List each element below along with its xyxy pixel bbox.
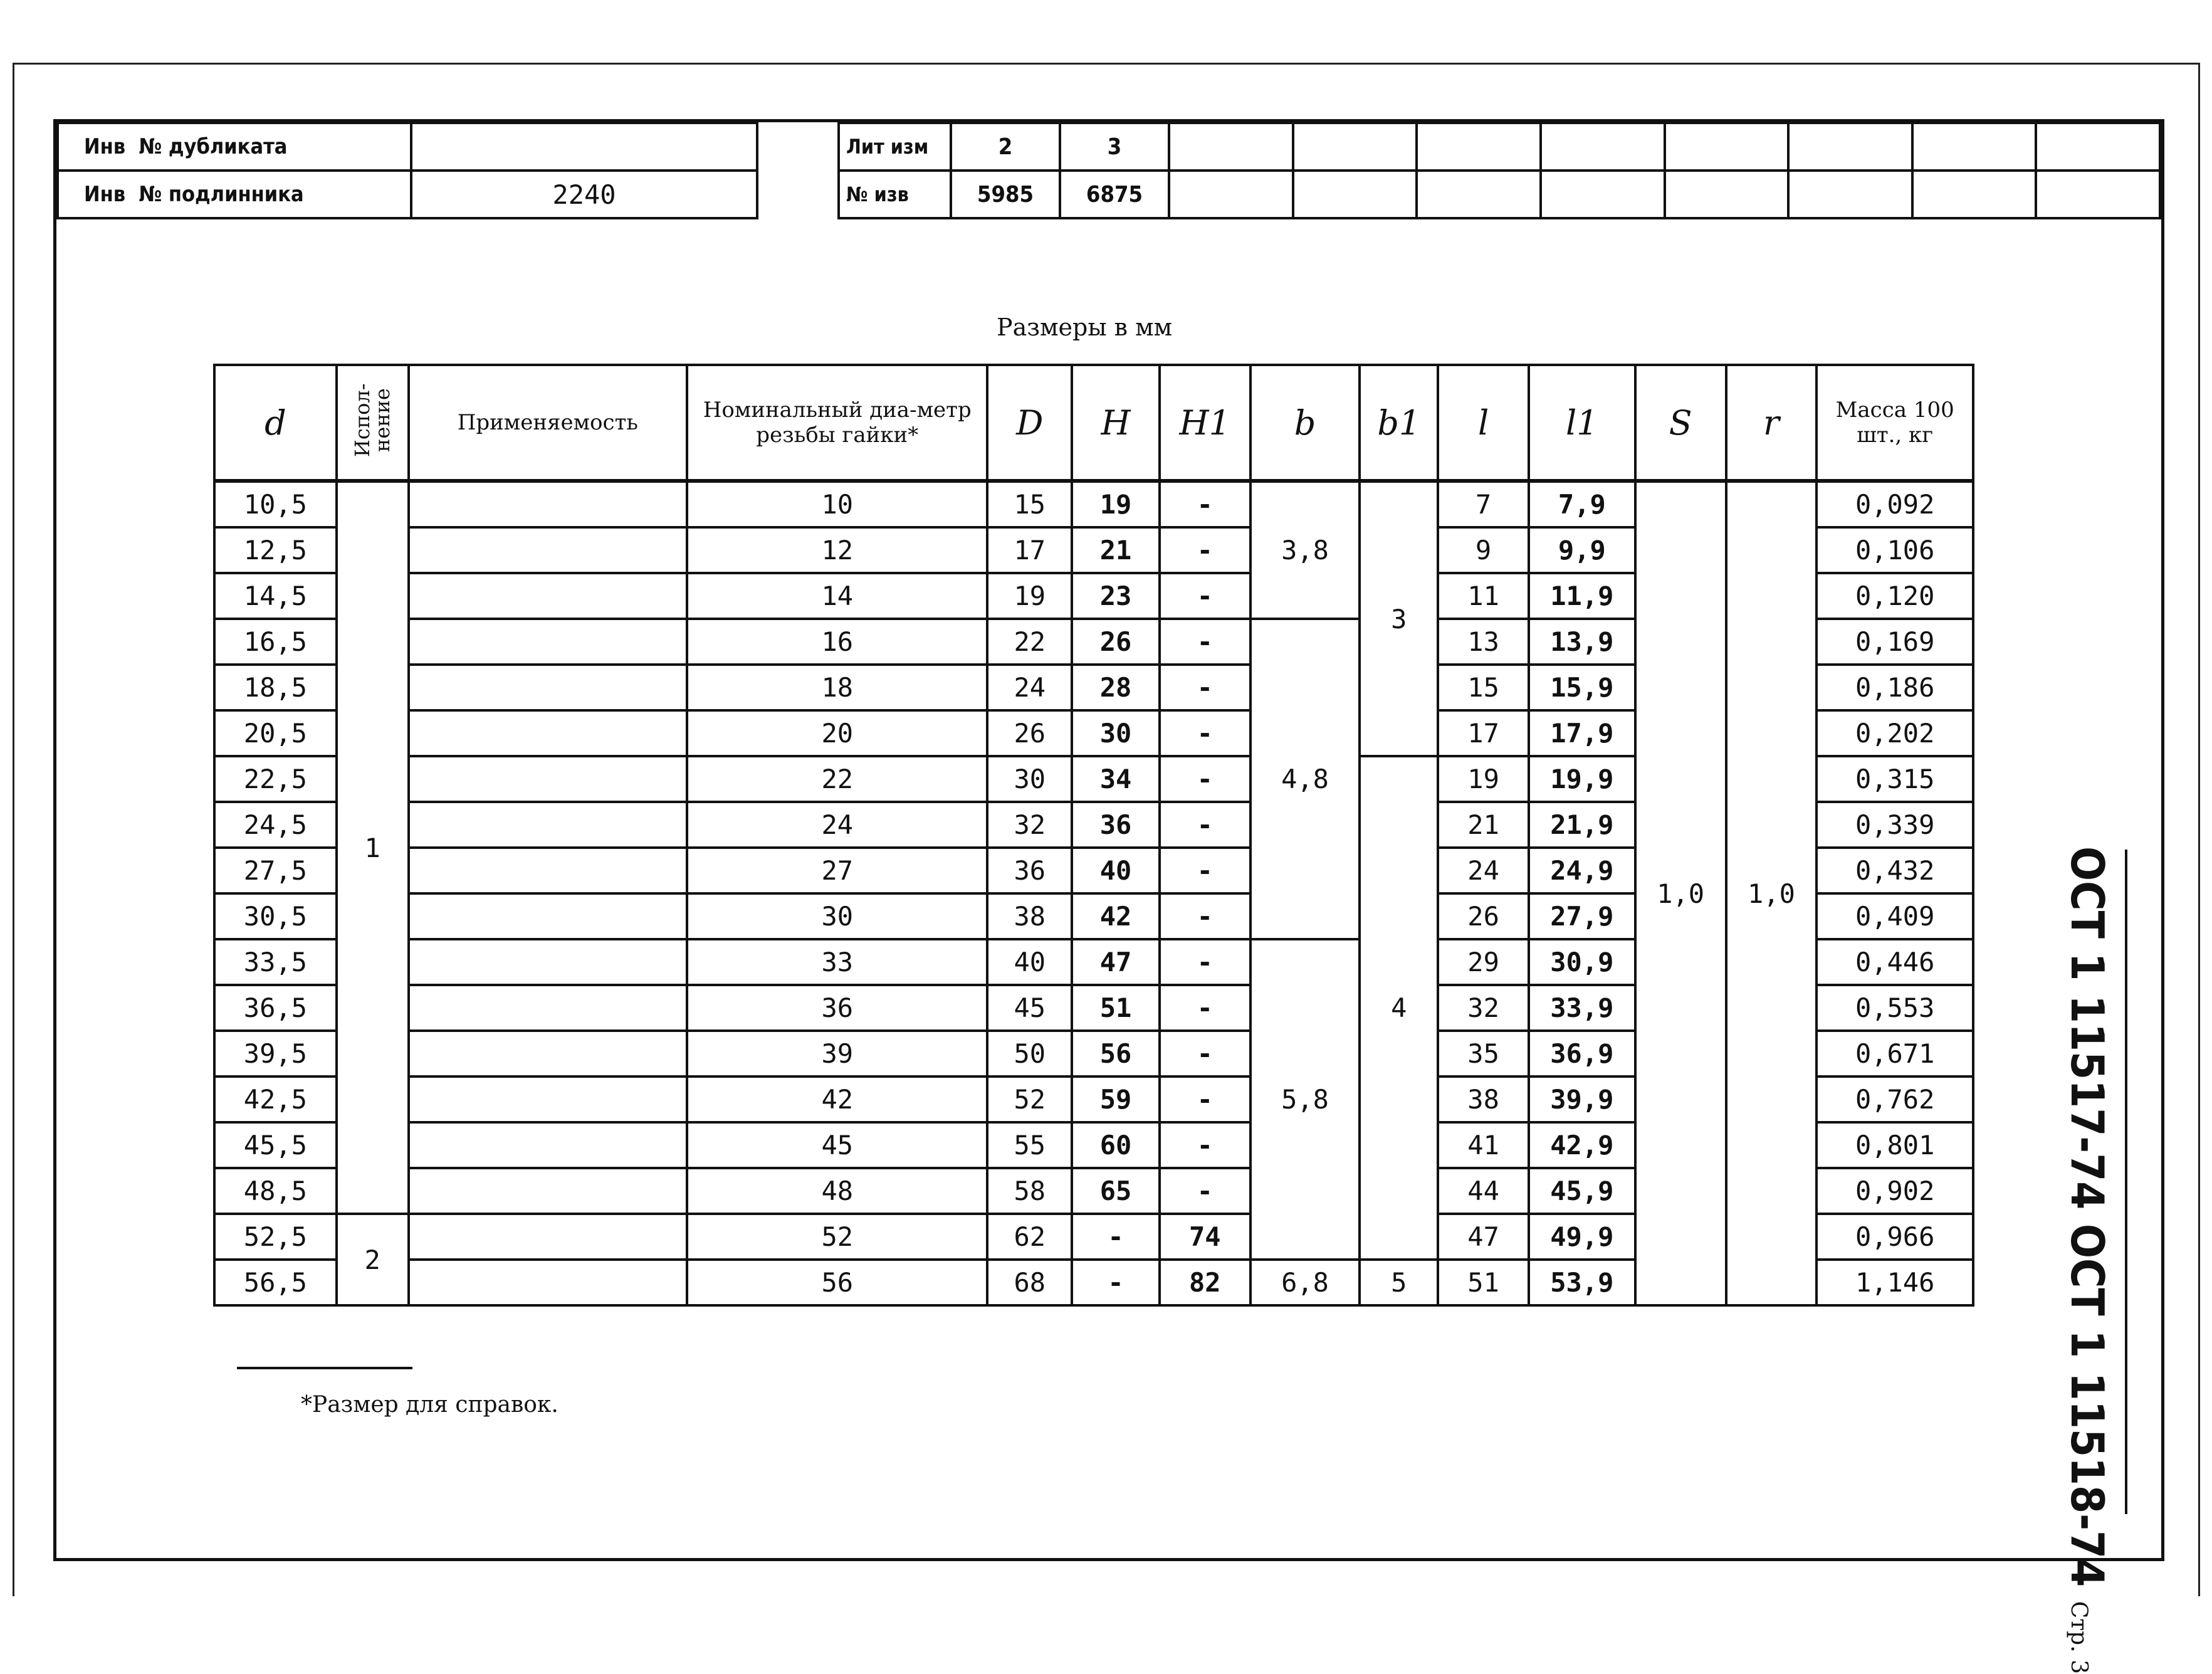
cell-l1: 9,9 (1529, 527, 1635, 573)
cell-H1: - (1160, 985, 1250, 1031)
cell-primenyaemost (409, 939, 688, 985)
header-ispolnenie (337, 365, 409, 481)
cell-nominal: 56 (687, 1260, 987, 1305)
cell-H1: - (1160, 527, 1250, 573)
cell-mass: 0,186 (1816, 665, 1973, 710)
cell-d: 24,5 (214, 802, 337, 848)
cell-b: 5,8 (1250, 939, 1360, 1260)
orig-label: Инв № подлинника (58, 171, 411, 218)
units-caption: Размеры в мм (997, 313, 1173, 341)
cell-d: 48,5 (214, 1168, 337, 1214)
cell-nominal: 33 (687, 939, 987, 985)
cell-H1: - (1160, 665, 1250, 710)
cell-d: 30,5 (214, 893, 337, 939)
cell-H: 34 (1072, 756, 1160, 802)
cell-mass: 0,671 (1816, 1031, 1973, 1077)
cell-primenyaemost (409, 1031, 688, 1077)
cell-D: 38 (987, 893, 1072, 939)
dup-label: Инв № дубликата (58, 123, 411, 171)
cell-H: 21 (1072, 527, 1160, 573)
cell-H1: - (1160, 710, 1250, 756)
cell-H: 59 (1072, 1077, 1160, 1122)
cell-d: 56,5 (214, 1260, 337, 1305)
cell-mass: 0,106 (1816, 527, 1973, 573)
cell-d: 45,5 (214, 1122, 337, 1168)
header-l1: l1 (1529, 365, 1635, 481)
cell-H: 30 (1072, 710, 1160, 756)
cell-mass: 0,092 (1816, 481, 1973, 527)
cell-mass: 0,432 (1816, 848, 1973, 893)
cell-H: 65 (1072, 1168, 1160, 1214)
cell-l1: 15,9 (1529, 665, 1635, 710)
stamp-cell (1417, 123, 1541, 171)
cell-D: 50 (987, 1031, 1072, 1077)
orig-value: 2240 (411, 171, 757, 218)
cell-mass: 0,169 (1816, 619, 1973, 665)
cell-l1: 45,9 (1529, 1168, 1635, 1214)
cell-mass: 0,202 (1816, 710, 1973, 756)
cell-D: 68 (987, 1260, 1072, 1305)
cell-d: 18,5 (214, 665, 337, 710)
cell-primenyaemost (409, 1077, 688, 1122)
cell-nominal: 22 (687, 756, 987, 802)
cell-d: 10,5 (214, 481, 337, 527)
cell-mass: 0,902 (1816, 1168, 1973, 1214)
table-row (214, 481, 1973, 527)
cell-l: 32 (1438, 985, 1529, 1031)
header-S: S (1635, 365, 1726, 481)
cell-l1: 36,9 (1529, 1031, 1635, 1077)
cell-ispolnenie: 2 (337, 1214, 409, 1305)
cell-nominal: 27 (687, 848, 987, 893)
cell-r: 1,0 (1726, 481, 1817, 1305)
header-mass: Масса 100 шт., кг (1816, 365, 1973, 481)
document-code (2061, 846, 2119, 1674)
cell-mass: 0,801 (1816, 1122, 1973, 1168)
lit-value-1: 2 (951, 123, 1060, 171)
stamp-cell (1665, 123, 1789, 171)
cell-nominal: 42 (687, 1077, 987, 1122)
page-label: Стр. 3 (2066, 1601, 2092, 1674)
cell-l: 7 (1438, 481, 1529, 527)
lit-value-2: 3 (1060, 123, 1169, 171)
cell-H: 36 (1072, 802, 1160, 848)
cell-d: 12,5 (214, 527, 337, 573)
cell-H: - (1072, 1260, 1160, 1305)
cell-H1: - (1160, 573, 1250, 619)
cell-nominal: 36 (687, 985, 987, 1031)
cell-D: 58 (987, 1168, 1072, 1214)
cell-mass: 0,966 (1816, 1214, 1973, 1260)
cell-H: - (1072, 1214, 1160, 1260)
cell-primenyaemost (409, 573, 688, 619)
stamp-cell (1293, 123, 1417, 171)
cell-nominal: 10 (687, 481, 987, 527)
stamp-cell (1417, 171, 1541, 218)
inventory-stamp (56, 122, 758, 219)
cell-d: 39,5 (214, 1031, 337, 1077)
cell-mass: 0,446 (1816, 939, 1973, 985)
cell-D: 45 (987, 985, 1072, 1031)
cell-l1: 13,9 (1529, 619, 1635, 665)
cell-H: 51 (1072, 985, 1160, 1031)
cell-l1: 24,9 (1529, 848, 1635, 893)
cell-d: 33,5 (214, 939, 337, 985)
cell-b: 4,8 (1250, 619, 1360, 939)
cell-primenyaemost (409, 802, 688, 848)
cell-l: 51 (1438, 1260, 1529, 1305)
izv-value-1: 5985 (951, 171, 1060, 218)
cell-l1: 17,9 (1529, 710, 1635, 756)
cell-d: 20,5 (214, 710, 337, 756)
stamp-cell (1541, 171, 1665, 218)
cell-nominal: 24 (687, 802, 987, 848)
cell-H1: - (1160, 619, 1250, 665)
cell-mass: 0,762 (1816, 1077, 1973, 1122)
cell-H1: - (1160, 1077, 1250, 1122)
cell-nominal: 20 (687, 710, 987, 756)
cell-H1: - (1160, 756, 1250, 802)
cell-mass: 0,120 (1816, 573, 1973, 619)
cell-b: 6,8 (1250, 1260, 1360, 1305)
cell-H: 23 (1072, 573, 1160, 619)
stamp-cell (1912, 123, 2036, 171)
stamp-cell (2036, 123, 2160, 171)
cell-H: 19 (1072, 481, 1160, 527)
cell-primenyaemost (409, 848, 688, 893)
cell-primenyaemost (409, 1122, 688, 1168)
table-body (214, 481, 1973, 1305)
stamp-cell (1541, 123, 1665, 171)
cell-D: 40 (987, 939, 1072, 985)
cell-mass: 1,146 (1816, 1260, 1973, 1305)
cell-D: 62 (987, 1214, 1072, 1260)
cell-H1: 82 (1160, 1260, 1250, 1305)
cell-d: 36,5 (214, 985, 337, 1031)
footnote: *Размер для справок. (301, 1392, 558, 1418)
stamp-cell (1169, 171, 1293, 218)
cell-H: 42 (1072, 893, 1160, 939)
cell-l: 26 (1438, 893, 1529, 939)
cell-b1: 3 (1360, 481, 1438, 756)
header-H: H (1072, 365, 1160, 481)
cell-D: 26 (987, 710, 1072, 756)
cell-l: 13 (1438, 619, 1529, 665)
cell-l1: 49,9 (1529, 1214, 1635, 1260)
cell-H1: - (1160, 893, 1250, 939)
cell-nominal: 18 (687, 665, 987, 710)
cell-D: 55 (987, 1122, 1072, 1168)
cell-l: 44 (1438, 1168, 1529, 1214)
stamp-cell (1788, 171, 1912, 218)
cell-b1: 4 (1360, 756, 1438, 1260)
cell-l1: 11,9 (1529, 573, 1635, 619)
cell-primenyaemost (409, 756, 688, 802)
lit-label: Лит изм (839, 123, 951, 171)
cell-mass: 0,339 (1816, 802, 1973, 848)
cell-H1: - (1160, 481, 1250, 527)
cell-l1: 30,9 (1529, 939, 1635, 985)
cell-l1: 39,9 (1529, 1077, 1635, 1122)
revision-stamp (837, 122, 2161, 219)
cell-H: 56 (1072, 1031, 1160, 1077)
cell-d: 52,5 (214, 1214, 337, 1260)
cell-l1: 42,9 (1529, 1122, 1635, 1168)
cell-nominal: 52 (687, 1214, 987, 1260)
cell-D: 36 (987, 848, 1072, 893)
header-ispolnenie-text: Испол-нение (350, 382, 395, 457)
cell-l1: 7,9 (1529, 481, 1635, 527)
document-code-text (2061, 846, 2114, 1674)
cell-d: 16,5 (214, 619, 337, 665)
izv-value-2: 6875 (1060, 171, 1169, 218)
stamp-cell (1665, 171, 1789, 218)
cell-l: 41 (1438, 1122, 1529, 1168)
cell-primenyaemost (409, 985, 688, 1031)
cell-primenyaemost (409, 1214, 688, 1260)
cell-primenyaemost (409, 665, 688, 710)
stamp-cell (1788, 123, 1912, 171)
cell-D: 17 (987, 527, 1072, 573)
cell-nominal: 39 (687, 1031, 987, 1077)
cell-d: 22,5 (214, 756, 337, 802)
header-H1: H1 (1160, 365, 1250, 481)
dup-value (411, 123, 757, 171)
cell-H1: - (1160, 1168, 1250, 1214)
izv-label: № изв (839, 171, 951, 218)
cell-d: 27,5 (214, 848, 337, 893)
cell-primenyaemost (409, 710, 688, 756)
doc-code-main: ОСТ 1 11517-74 ОСТ 1 11518-74 (2061, 846, 2114, 1587)
cell-l: 38 (1438, 1077, 1529, 1122)
cell-l: 47 (1438, 1214, 1529, 1260)
document-code-underline (2125, 850, 2127, 1514)
cell-primenyaemost (409, 619, 688, 665)
cell-primenyaemost (409, 1260, 688, 1305)
cell-primenyaemost (409, 481, 688, 527)
cell-l1: 21,9 (1529, 802, 1635, 848)
cell-l1: 33,9 (1529, 985, 1635, 1031)
cell-H: 28 (1072, 665, 1160, 710)
cell-H1: 74 (1160, 1214, 1250, 1260)
cell-primenyaemost (409, 1168, 688, 1214)
cell-D: 24 (987, 665, 1072, 710)
cell-l1: 27,9 (1529, 893, 1635, 939)
cell-l: 15 (1438, 665, 1529, 710)
header-l: l (1438, 365, 1529, 481)
cell-l: 35 (1438, 1031, 1529, 1077)
cell-H1: - (1160, 848, 1250, 893)
cell-D: 19 (987, 573, 1072, 619)
stamp-cell (1912, 171, 2036, 218)
cell-nominal: 48 (687, 1168, 987, 1214)
cell-l: 9 (1438, 527, 1529, 573)
cell-b1: 5 (1360, 1260, 1438, 1305)
cell-primenyaemost (409, 527, 688, 573)
cell-l: 17 (1438, 710, 1529, 756)
cell-H1: - (1160, 802, 1250, 848)
cell-d: 14,5 (214, 573, 337, 619)
footnote-separator (237, 1367, 412, 1369)
cell-nominal: 12 (687, 527, 987, 573)
header-D: D (987, 365, 1072, 481)
header-d: d (214, 365, 337, 481)
cell-l: 24 (1438, 848, 1529, 893)
cell-b: 3,8 (1250, 481, 1360, 619)
cell-l: 11 (1438, 573, 1529, 619)
cell-mass: 0,553 (1816, 985, 1973, 1031)
cell-H: 47 (1072, 939, 1160, 985)
cell-nominal: 16 (687, 619, 987, 665)
header-r: r (1726, 365, 1817, 481)
cell-l: 19 (1438, 756, 1529, 802)
stamp-cell (1169, 123, 1293, 171)
cell-nominal: 30 (687, 893, 987, 939)
cell-d: 42,5 (214, 1077, 337, 1122)
cell-D: 30 (987, 756, 1072, 802)
cell-H: 60 (1072, 1122, 1160, 1168)
cell-H: 40 (1072, 848, 1160, 893)
cell-D: 52 (987, 1077, 1072, 1122)
header-primenyaemost: Применяемость (409, 365, 688, 481)
cell-H1: - (1160, 1031, 1250, 1077)
cell-l: 21 (1438, 802, 1529, 848)
cell-D: 15 (987, 481, 1072, 527)
cell-nominal: 45 (687, 1122, 987, 1168)
cell-primenyaemost (409, 893, 688, 939)
header-b1: b1 (1360, 365, 1438, 481)
stamp-cell (2036, 171, 2160, 218)
dimensions-table (213, 364, 1974, 1307)
cell-l1: 19,9 (1529, 756, 1635, 802)
cell-H1: - (1160, 939, 1250, 985)
cell-D: 22 (987, 619, 1072, 665)
cell-S: 1,0 (1635, 481, 1726, 1305)
cell-mass: 0,315 (1816, 756, 1973, 802)
header-b: b (1250, 365, 1360, 481)
cell-mass: 0,409 (1816, 893, 1973, 939)
cell-H: 26 (1072, 619, 1160, 665)
stamp-cell (1293, 171, 1417, 218)
header-nominal: Номинальный диа-метр резьбы гайки* (687, 365, 987, 481)
cell-H1: - (1160, 1122, 1250, 1168)
cell-l1: 53,9 (1529, 1260, 1635, 1305)
cell-ispolnenie: 1 (337, 481, 409, 1214)
cell-nominal: 14 (687, 573, 987, 619)
cell-l: 29 (1438, 939, 1529, 985)
cell-D: 32 (987, 802, 1072, 848)
